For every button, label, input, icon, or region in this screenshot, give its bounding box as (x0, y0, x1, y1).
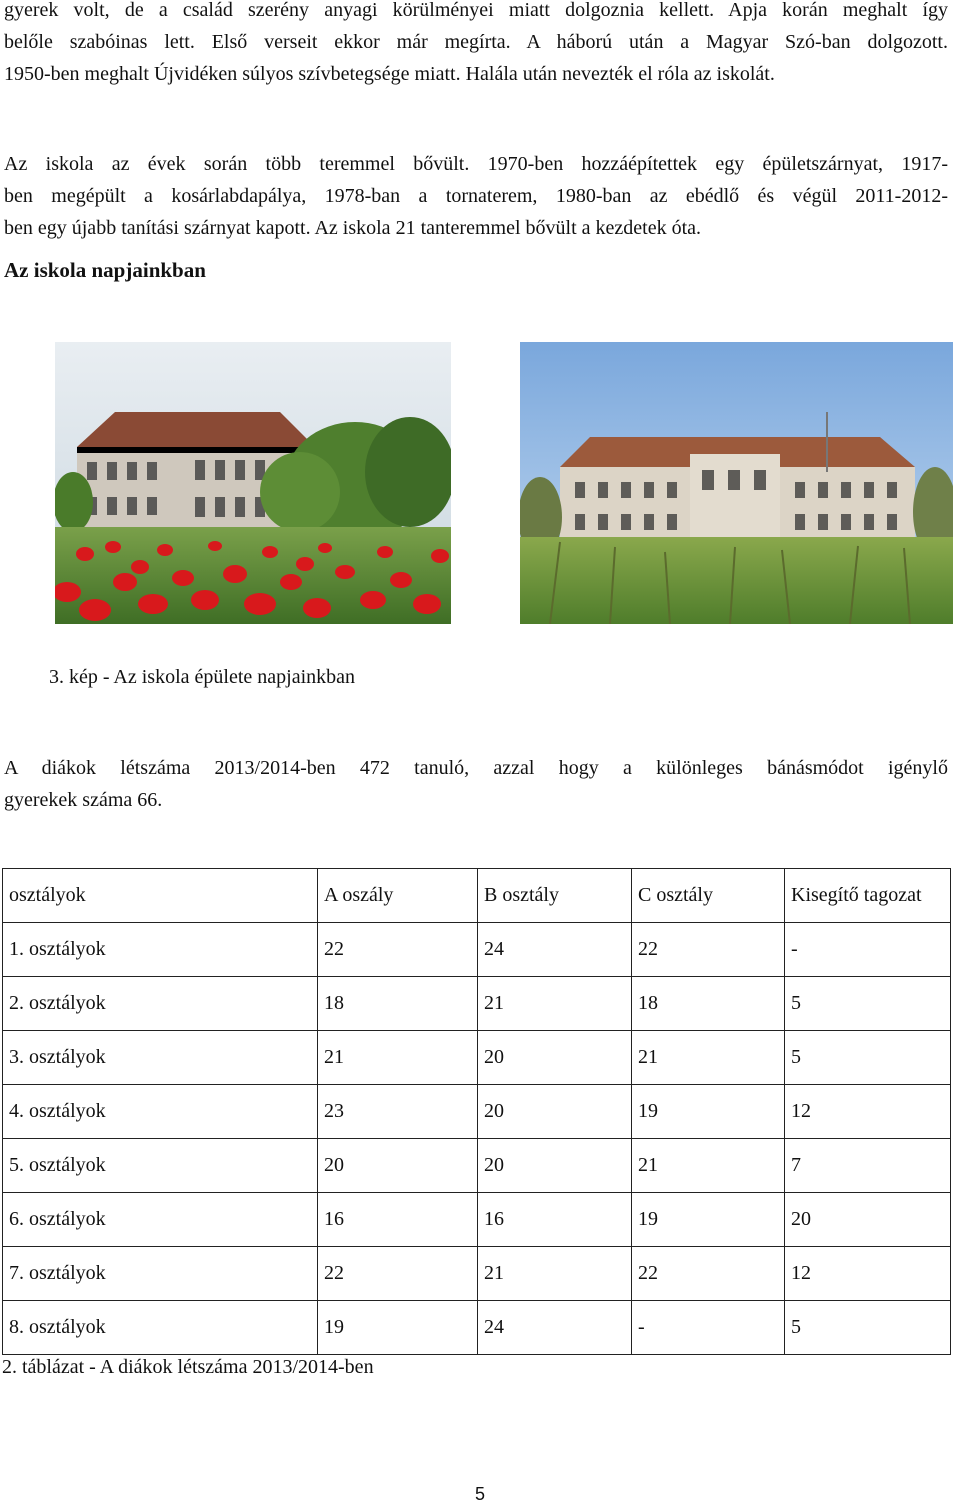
table-cell: 20 (478, 1031, 632, 1085)
table-cell: 22 (318, 923, 478, 977)
table-row (3, 977, 951, 1031)
table-cell: 23 (318, 1085, 478, 1139)
school-building-with-poppies-photo (55, 342, 451, 624)
table-cell: 21 (478, 977, 632, 1031)
table-cell: 22 (318, 1247, 478, 1301)
table-cell: 19 (632, 1085, 785, 1139)
table-cell: 16 (318, 1193, 478, 1247)
table-cell: 24 (478, 1301, 632, 1355)
table-cell: 20 (478, 1085, 632, 1139)
table-cell: 21 (632, 1031, 785, 1085)
paragraph-line: Az iskola az évek során több teremmel bővült. 1970-ben hozzáépítettek egy épületszárnyat, 1917- (4, 153, 948, 175)
table-cell: 5. osztályok (3, 1139, 318, 1193)
table-row (3, 923, 951, 977)
table-cell: 3. osztályok (3, 1031, 318, 1085)
table-cell: 21 (318, 1031, 478, 1085)
table-cell: 7. osztályok (3, 1247, 318, 1301)
table-cell: 22 (632, 1247, 785, 1301)
table-cell: 8. osztályok (3, 1301, 318, 1355)
column-header: osztályok (3, 869, 318, 923)
table-cell: 22 (632, 923, 785, 977)
paragraph-biography (4, 0, 948, 90)
table-cell: 12 (785, 1247, 951, 1301)
table-cell: 5 (785, 1031, 951, 1085)
table-cell: 5 (785, 1301, 951, 1355)
table-cell: 20 (785, 1193, 951, 1247)
table-caption: 2. táblázat - A diákok létszáma 2013/2014-ben (2, 1356, 374, 1378)
paragraph-line: belőle szabóinas lett. Első verseit ekkor már megírta. A háború után a Magyar Szó-ban dolgozott. (4, 31, 948, 53)
table-cell: - (785, 923, 951, 977)
table-cell: 20 (478, 1139, 632, 1193)
table-cell: 2. osztályok (3, 977, 318, 1031)
table-row (3, 1139, 951, 1193)
table-cell: 19 (318, 1301, 478, 1355)
paragraph-line: A diákok létszáma 2013/2014-ben 472 tanuló, azzal hogy a különleges bánásmódot igénylő (4, 757, 948, 779)
paragraph-line: ben egy újabb tanítási szárnyat kapott. Az iskola 21 tanteremmel bővült a kezdetek óta. (4, 217, 702, 239)
paragraph-line: gyerek volt, de a család szerény anyagi körülményei miatt dolgoznia kellett. Apja korán meghalt így (4, 0, 948, 21)
column-header: B osztály (478, 869, 632, 923)
table-cell: 21 (632, 1139, 785, 1193)
table-cell: 6. osztályok (3, 1193, 318, 1247)
table-cell: 19 (632, 1193, 785, 1247)
table-cell: 18 (632, 977, 785, 1031)
table-cell: - (632, 1301, 785, 1355)
table-cell: 4. osztályok (3, 1085, 318, 1139)
paragraph-line: ben megépült a kosárlabdapálya, 1978-ban a tornaterem, 1980-ban az ebédlő és végül 2011-2012- (4, 185, 948, 207)
paragraph-line: 1950-ben meghalt Újvidéken súlyos szívbetegsége miatt. Halála után nevezték el róla az iskolát. (4, 63, 775, 85)
page-number: 5 (474, 1484, 485, 1504)
table-row (3, 1247, 951, 1301)
table-row (3, 1085, 951, 1139)
school-building-with-meadow-photo (520, 342, 953, 624)
table-cell: 16 (478, 1193, 632, 1247)
table-cell: 21 (478, 1247, 632, 1301)
paragraph-expansion (4, 148, 948, 244)
student-count-table (2, 868, 951, 1355)
figure-caption: 3. kép - Az iskola épülete napjainkban (49, 666, 356, 688)
table-row (3, 1193, 951, 1247)
column-header: A oszály (318, 869, 478, 923)
table-row (3, 1031, 951, 1085)
table-row (3, 1301, 951, 1355)
table-cell: 5 (785, 977, 951, 1031)
paragraph-line: gyerekek száma 66. (4, 789, 163, 811)
column-header: C osztály (632, 869, 785, 923)
table-header-row (3, 869, 951, 923)
column-header: Kisegítő tagozat (785, 869, 951, 923)
paragraph-student-count (4, 752, 948, 816)
table-cell: 24 (478, 923, 632, 977)
table-cell: 12 (785, 1085, 951, 1139)
section-heading: Az iskola napjainkban (4, 258, 206, 282)
table-cell: 18 (318, 977, 478, 1031)
table-cell: 7 (785, 1139, 951, 1193)
table-cell: 20 (318, 1139, 478, 1193)
table-cell: 1. osztályok (3, 923, 318, 977)
